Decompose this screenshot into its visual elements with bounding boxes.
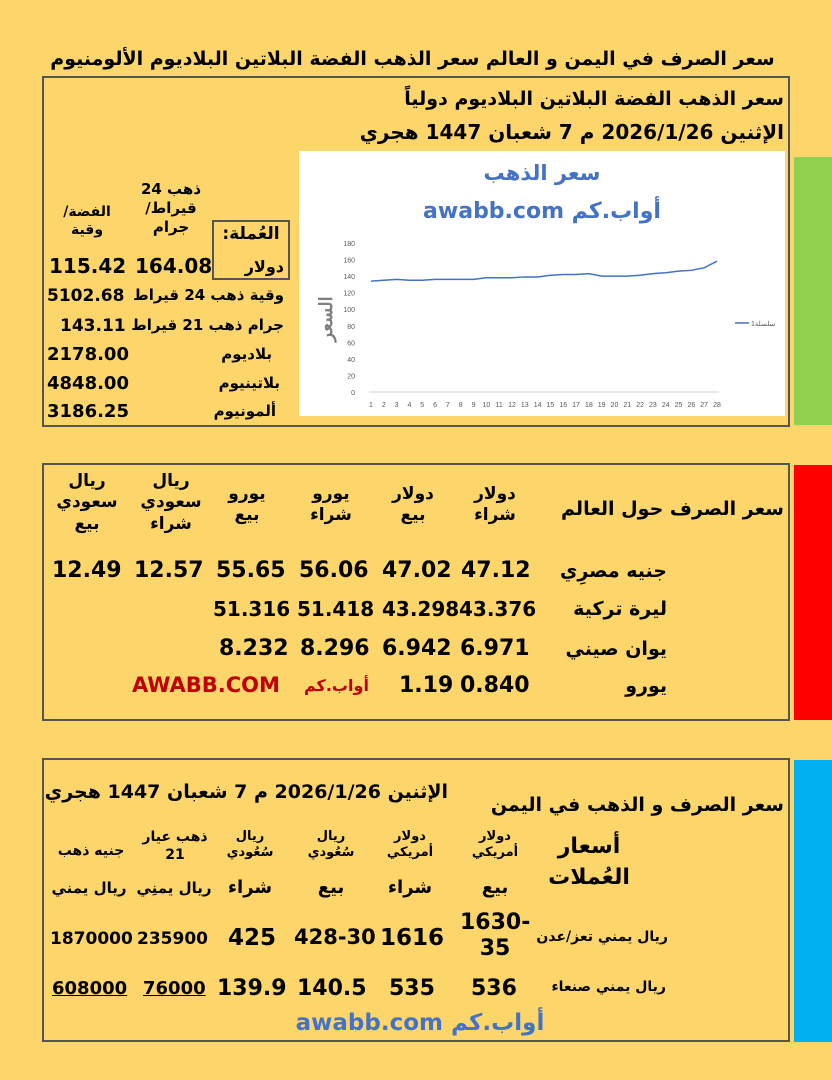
gold-date: الإثنين 2026/1/26 م 7 شعبان 1447 هجري bbox=[359, 120, 784, 144]
world-egp-usd-sell: 47.02 bbox=[382, 558, 452, 583]
y-tick-label: 40 bbox=[347, 356, 355, 364]
yemen-sanaa-gold21: 76000 bbox=[143, 978, 206, 999]
world-row-cny: يوان صيني bbox=[565, 638, 667, 660]
chart-subtitle: أواب.كم awabb.com bbox=[423, 199, 661, 224]
y-tick-label: 180 bbox=[343, 241, 355, 248]
chart-title: سعر الذهب bbox=[483, 161, 601, 185]
x-tick-label: 17 bbox=[572, 402, 580, 409]
y-tick-label: 0 bbox=[351, 390, 355, 397]
yemen-aden-usd-sell: 1630-35 bbox=[460, 910, 531, 962]
world-heading: سعر الصرف حول العالم bbox=[561, 498, 784, 520]
yemen-col-gold21-bottom: ريال يمنِي bbox=[136, 879, 212, 897]
yemen-footer-brand: أواب.كم awabb.com bbox=[295, 1010, 545, 1036]
x-tick-label: 6 bbox=[433, 402, 438, 409]
world-egp-sar-sell: 12.49 bbox=[52, 558, 122, 583]
legend-label: سلسلة1 bbox=[751, 321, 776, 328]
world-cny-usd-buy: 6.971 bbox=[460, 636, 530, 661]
gold-row-label-dollar: دولار bbox=[244, 257, 284, 276]
value-gram21: 143.11 bbox=[60, 316, 126, 336]
yemen-col-sar-sell-bottom: بيع bbox=[317, 877, 345, 898]
world-row-eur: يورو bbox=[625, 675, 667, 697]
world-row-try: ليرة تركية bbox=[573, 598, 667, 620]
world-try-usd-buy: 43.376 bbox=[459, 597, 537, 621]
x-tick-label: 4 bbox=[407, 402, 412, 409]
world-col-sar-sell: ريال سعودي بيع bbox=[56, 471, 118, 534]
currency-header-label: العُملة: bbox=[222, 224, 280, 244]
x-tick-label: 23 bbox=[649, 402, 657, 409]
yemen-col-gold-pound-top: جنيه ذهب bbox=[57, 843, 125, 859]
gold-line-chart bbox=[299, 151, 785, 416]
yemen-aden-sar-buy: 425 bbox=[228, 925, 277, 951]
yemen-col-sar-sell-top: ريال سُعُودي bbox=[307, 829, 355, 861]
yemen-aden-usd-buy: 1616 bbox=[380, 925, 445, 951]
value-palladium: 2178.00 bbox=[47, 344, 129, 365]
world-cny-eur-buy: 8.296 bbox=[300, 636, 370, 661]
green-stripe bbox=[794, 157, 832, 425]
x-tick-label: 22 bbox=[636, 402, 645, 409]
x-tick-label: 25 bbox=[674, 402, 683, 409]
x-tick-label: 21 bbox=[623, 402, 632, 409]
x-tick-label: 1 bbox=[369, 402, 373, 409]
x-tick-label: 2 bbox=[381, 402, 386, 409]
yemen-date: الإثنين 2026/1/26 م 7 شعبان 1447 هجري bbox=[44, 781, 448, 803]
world-cny-eur-sell: 8.232 bbox=[219, 636, 289, 661]
x-tick-label: 9 bbox=[471, 402, 476, 409]
world-eur-usd-buy: 0.840 bbox=[460, 673, 530, 698]
yemen-aden-gold21: 235900 bbox=[137, 929, 208, 949]
gold-row-label-gram21: جرام ذهب 21 قيراط bbox=[131, 316, 284, 334]
gold-row-label-palladium: بلاديوم bbox=[221, 345, 272, 363]
x-tick-label: 14 bbox=[533, 402, 542, 409]
silver-price-dollar: 115.42 bbox=[49, 254, 127, 278]
gold-col-header: ذهب 24 قيراط/ جرام bbox=[140, 180, 202, 236]
y-tick-label: 140 bbox=[343, 274, 355, 282]
gold-price-dollar: 164.08 bbox=[135, 254, 213, 278]
yemen-col-usd-sell-top: دولار أمريكي bbox=[471, 829, 519, 861]
world-eur-usd-sell: 1.19 bbox=[399, 673, 454, 698]
yemen-sanaa-usd-buy: 535 bbox=[389, 976, 435, 1001]
world-col-eur-sell: يورو بيع bbox=[228, 484, 266, 526]
x-tick-label: 20 bbox=[610, 402, 619, 409]
red-stripe bbox=[794, 465, 832, 720]
x-tick-label: 27 bbox=[700, 402, 709, 409]
x-tick-label: 11 bbox=[495, 402, 503, 409]
y-tick-label: 120 bbox=[343, 290, 355, 298]
yemen-sanaa-gold-pound: 608000 bbox=[52, 978, 128, 999]
world-watermark-ar: أواب.كم bbox=[304, 676, 369, 695]
x-tick-label: 5 bbox=[420, 402, 425, 409]
value-ounce: 5102.68 bbox=[47, 286, 125, 306]
x-tick-label: 7 bbox=[445, 402, 450, 409]
yemen-col-sar-buy-bottom: شراء bbox=[227, 877, 273, 898]
gold-chart-panel bbox=[299, 151, 785, 416]
silver-col-header: الفضة/ وقية bbox=[63, 204, 111, 238]
world-row-egp: جنيه مصرِي bbox=[559, 560, 667, 582]
x-tick-label: 3 bbox=[394, 402, 399, 409]
world-egp-usd-buy: 47.12 bbox=[461, 558, 531, 583]
yemen-col-gold-pound-bottom: ريال يمني bbox=[51, 879, 127, 897]
value-aluminium: 3186.25 bbox=[47, 401, 129, 422]
yemen-heading: سعر الصرف و الذهب في اليمن bbox=[490, 794, 784, 816]
x-tick-label: 13 bbox=[520, 402, 529, 409]
gold-row-label-ounce: وقية ذهب 24 قيراط bbox=[133, 286, 284, 304]
world-col-eur-buy: يورو شراء bbox=[310, 484, 352, 526]
x-tick-label: 12 bbox=[508, 402, 516, 409]
y-tick-label: 100 bbox=[343, 307, 355, 315]
yemen-row-aden: ريال يمني تعز/عدن bbox=[536, 929, 668, 945]
yemen-aden-sar-sell: 428-30 bbox=[294, 925, 376, 949]
x-tick-label: 19 bbox=[597, 402, 606, 409]
world-col-usd-sell: دولار بيع bbox=[392, 484, 434, 526]
x-tick-label: 8 bbox=[458, 402, 463, 409]
value-platinum: 4848.00 bbox=[47, 373, 129, 394]
world-col-usd-buy: دولار شراء bbox=[474, 484, 516, 526]
world-cny-usd-sell: 6.942 bbox=[382, 636, 452, 661]
yemen-col-gold21-top: ذهب عيار 21 bbox=[142, 829, 208, 863]
world-egp-sar-buy: 12.57 bbox=[134, 558, 204, 583]
yemen-col-usd-sell-bottom: بيع bbox=[481, 877, 509, 898]
page-title: سعر الصرف في اليمن و العالم سعر الذهب الفضة البلاتين البلاديوم الألومنيوم bbox=[50, 48, 775, 70]
y-tick-label: 160 bbox=[343, 257, 355, 265]
yemen-col-usd-buy-top: دولار أمريكي bbox=[386, 829, 434, 861]
yemen-aden-gold-pound: 1870000 bbox=[50, 929, 133, 949]
blue-stripe bbox=[794, 760, 832, 1042]
x-tick-label: 15 bbox=[546, 402, 555, 409]
gold-heading: سعر الذهب الفضة البلاتين البلاديوم دولياً bbox=[404, 88, 784, 110]
yemen-sanaa-usd-sell: 536 bbox=[471, 976, 517, 1001]
x-tick-label: 10 bbox=[482, 402, 491, 409]
yemen-rates-header: أسعار العُملات bbox=[548, 834, 630, 890]
yemen-col-sar-buy-top: ريال سُعُودي bbox=[226, 829, 274, 861]
y-tick-label: 20 bbox=[347, 373, 355, 381]
yemen-sanaa-sar-buy: 139.9 bbox=[217, 976, 287, 1001]
world-egp-eur-buy: 56.06 bbox=[299, 558, 369, 583]
x-tick-label: 18 bbox=[584, 402, 593, 409]
x-tick-label: 16 bbox=[559, 402, 568, 409]
yemen-row-sanaa: ريال يمني صنعاء bbox=[551, 979, 666, 995]
x-tick-label: 24 bbox=[661, 402, 670, 409]
world-col-sar-buy: ريال سعودي شراء bbox=[140, 471, 202, 534]
world-watermark-en: AWABB.COM bbox=[132, 673, 280, 697]
x-tick-label: 26 bbox=[687, 402, 696, 409]
world-try-usd-sell: 43.298 bbox=[382, 597, 460, 621]
x-tick-label: 28 bbox=[713, 402, 721, 409]
world-try-eur-sell: 51.316 bbox=[213, 597, 291, 621]
yemen-col-usd-buy-bottom: شراء bbox=[387, 877, 433, 898]
series-line bbox=[371, 261, 717, 281]
gold-row-label-platinum: بلاتينيوم bbox=[218, 374, 280, 392]
world-egp-eur-sell: 55.65 bbox=[216, 558, 286, 583]
y-tick-label: 80 bbox=[347, 323, 355, 331]
yemen-sanaa-sar-sell: 140.5 bbox=[297, 976, 367, 1001]
world-try-eur-buy: 51.418 bbox=[297, 597, 375, 621]
y-tick-label: 60 bbox=[347, 340, 355, 348]
gold-row-label-aluminium: ألمونيوم bbox=[213, 402, 276, 420]
y-axis-label: السعر bbox=[316, 296, 336, 342]
